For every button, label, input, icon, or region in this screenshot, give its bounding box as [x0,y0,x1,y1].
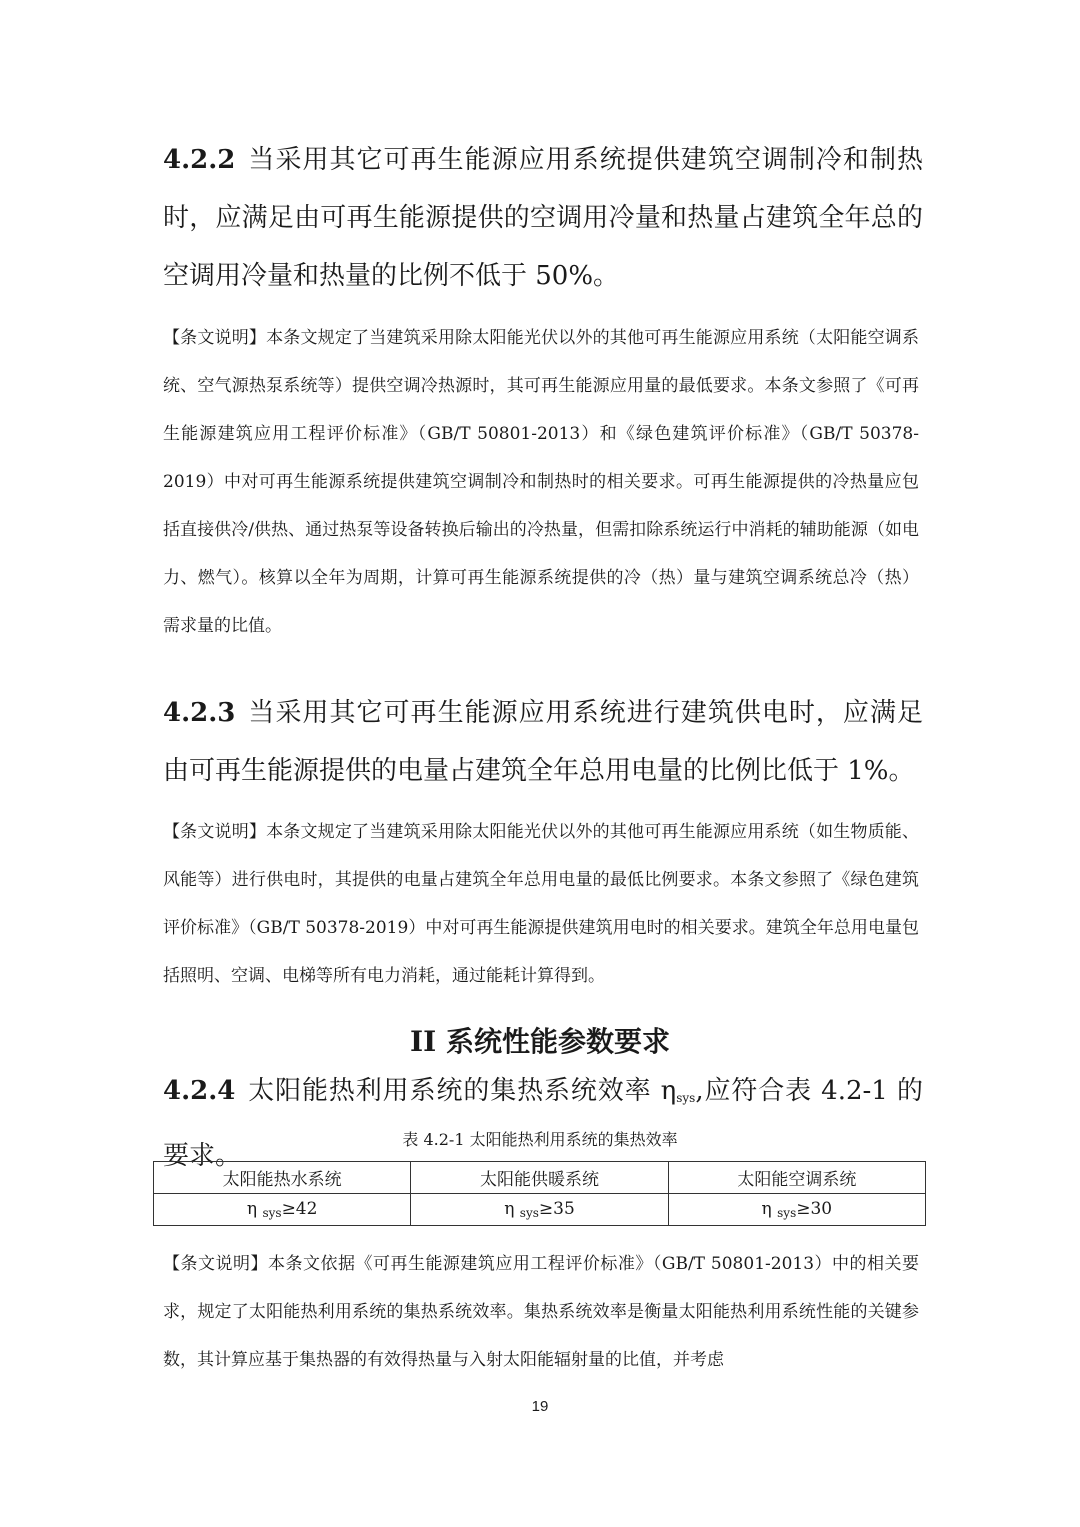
clause-text: 当采用其它可再生能源应用系统进行建筑供电时，应满足由可再生能源提供的电量占建筑全年总用电量的比例比低于 1%。 [163,698,923,786]
eta-symbol: η [504,1199,515,1219]
subscript: sys [262,1206,282,1220]
table-header-row [154,1162,926,1194]
eta-symbol: η [246,1199,258,1219]
cell-value: ≥35 [538,1199,575,1219]
clause-number: 4.2.4 [163,1076,236,1106]
clause-number: 4.2.2 [163,145,236,175]
clause-4-2-3 [163,684,923,800]
explanation-4-2-3: 【条文说明】本条文规定了当建筑采用除太阳能光伏以外的其他可再生能源应用系统（如生物质能、风能等）进行供电时，其提供的电量占建筑全年总用电量的最低比例要求。本条文参照了《绿色建筑评价标准》（GB/T 50378-2019）中对可再生能源提供建筑用电时的相关要求。建筑全年总用电量包括照明、空调、电梯等所有电力消耗，通过能耗计算得到。 [163,822,919,986]
cell-value: ≥42 [281,1199,318,1219]
eta-symbol: η [761,1199,772,1219]
clause-text-tail: ,应符合表 4.2-1 的要求。 [163,1076,923,1171]
efficiency-table [153,1161,926,1226]
cell-value: ≥30 [796,1199,833,1219]
subscript: sys [777,1206,797,1220]
page-number: 19 [531,1398,549,1415]
clause-number: 4.2.3 [163,698,236,728]
explanation-4-2-4: 【条文说明】本条文依据《可再生能源建筑应用工程评价标准》（GB/T 50801-2013）中的相关要求，规定了太阳能热利用系统的集热系统效率。集热系统效率是衡量太阳能热利用系统性能的关键参数，其计算应基于集热器的有效得热量与入射太阳能辐射量的比值，并考虑 [163,1254,919,1370]
table-cell [411,1194,668,1226]
section-title: II 系统性能参数要求 [410,1025,670,1058]
subscript: sys [519,1206,539,1220]
clause-text: 太阳能热利用系统的集热系统效率 η [247,1076,677,1106]
explanation-4-2-2: 【条文说明】本条文规定了当建筑采用除太阳能光伏以外的其他可再生能源应用系统（太阳能空调系统、空气源热泵系统等）提供空调冷热源时，其可再生能源应用量的最低要求。本条文参照了《可再生能源建筑应用工程评价标准》（GB/T 50801-2013）和《绿色建筑评价标准》（GB/T 50378-2019）中对可再生能源系统提供建筑空调制冷和制热时的相关要求。可再生能源提供的冷热量应包括直接供冷/供热、通过热泵等设备转换后输出的冷热量，但需扣除系统运行中消耗的辅助能源（如电力、燃气）。核算以全年为周期，计算可再生能源系统提供的冷（热）量与建筑空调系统总冷（热）需求量的比值。 [163,328,919,636]
table-header-cell: 太阳能热水系统 [154,1162,411,1194]
table-cell [154,1194,411,1226]
clause-subscript: sys [676,1091,696,1105]
clause-4-2-2 [163,131,923,305]
table-header-cell: 太阳能空调系统 [668,1162,925,1194]
table-header-cell: 太阳能供暖系统 [411,1162,668,1194]
table-row [154,1194,926,1226]
clause-text: 当采用其它可再生能源应用系统提供建筑空调制冷和制热时，应满足由可再生能源提供的空调用冷量和热量占建筑全年总的空调用冷量和热量的比例不低于 50%。 [163,145,923,291]
table-caption: 表 4.2-1 太阳能热利用系统的集热效率 [402,1130,678,1149]
table-cell [668,1194,925,1226]
